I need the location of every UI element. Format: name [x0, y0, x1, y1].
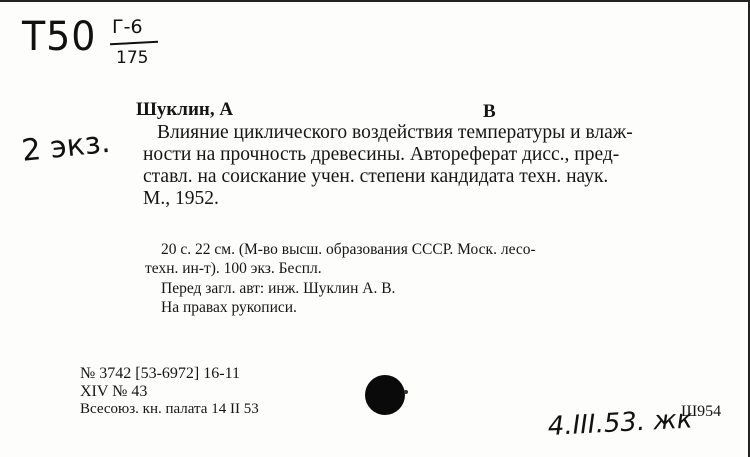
registration-volume: XIV № 43	[80, 383, 148, 400]
shelf-fraction-top: Г-6	[112, 16, 143, 38]
title-line: М., 1952.	[143, 188, 219, 209]
shelf-fraction-bar	[110, 41, 158, 46]
title-block	[143, 122, 728, 210]
title-line: ности на прочность древесины. Автореферат дисс., пред-	[143, 144, 620, 165]
author-heading: Шуклин, А	[136, 99, 234, 120]
copies-note: 2 экз.	[20, 124, 112, 169]
title-line: Влияние циклического воздействия температуры и влаж-	[157, 122, 633, 143]
author-note: Перед загл. авт: инж. Шуклин А. В.	[161, 280, 396, 297]
collation-line-1: 20 с. 22 см. (М-во высш. образования СССР. Моск. лесо-	[161, 241, 536, 258]
registration-chamber: Всесоюз. кн. палата 14 II 53	[80, 401, 259, 417]
registration-number: № 3742 [53-6972] 16-11	[80, 365, 240, 382]
index-letter: B	[483, 101, 496, 122]
card-top-edge	[0, 0, 750, 2]
ink-speck	[404, 390, 408, 394]
date-stamp: 4.III.53. жк	[547, 404, 694, 442]
shelf-mark: T50	[22, 14, 97, 60]
punch-hole	[365, 375, 405, 415]
title-line: ставл. на соискание учен. степени кандидата техн. наук.	[143, 166, 609, 187]
card-code: Ш954	[681, 403, 722, 420]
manuscript-note: На правах рукописи.	[161, 299, 297, 316]
shelf-fraction-bottom: 175	[116, 48, 149, 68]
collation-line-2: техн. ин-т). 100 экз. Беспл.	[145, 260, 322, 277]
